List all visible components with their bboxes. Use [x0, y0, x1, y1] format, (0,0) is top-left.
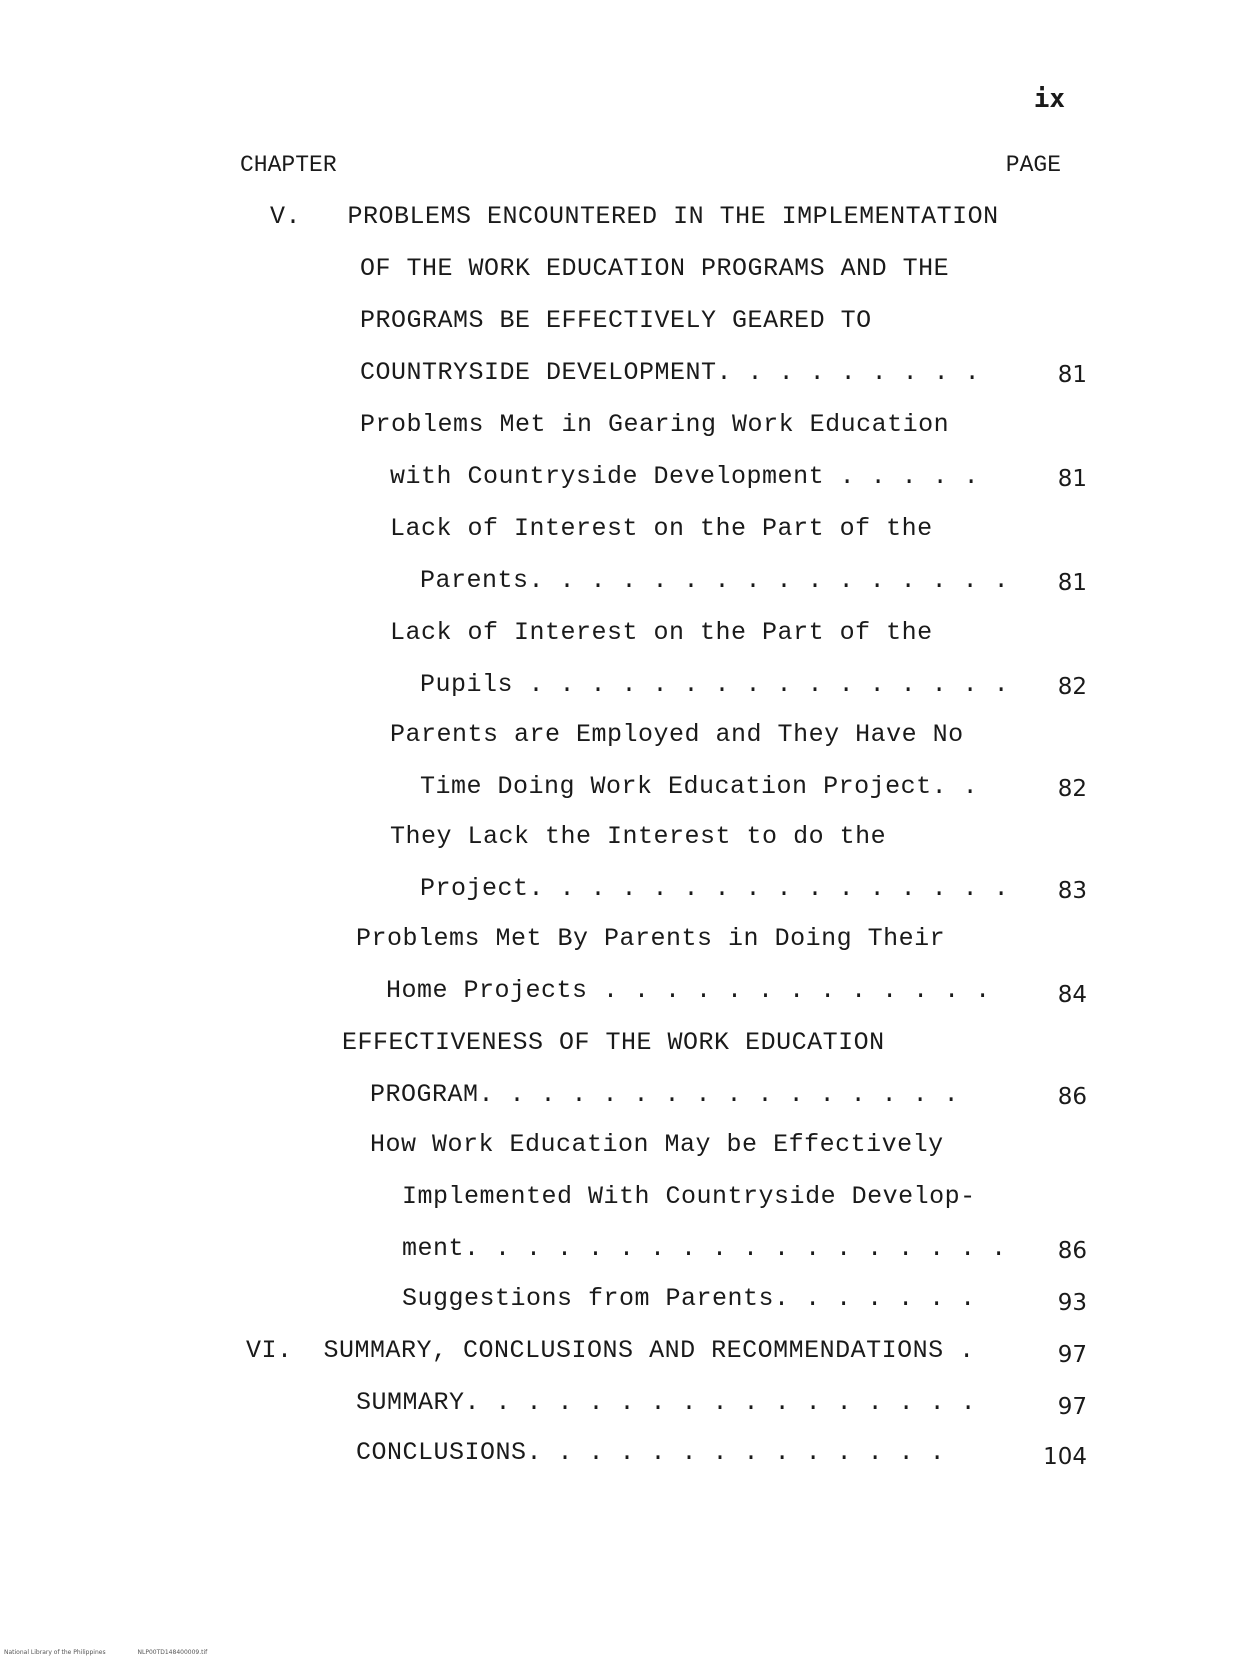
toc-entry: COUNTRYSIDE DEVELOPMENT. . . . . . . . .	[360, 358, 981, 387]
page-column-header: PAGE	[1005, 152, 1061, 178]
toc-entry: Implemented With Countryside Develop-	[402, 1182, 976, 1211]
toc-entry: Lack of Interest on the Part of the	[390, 514, 933, 543]
toc-entry: Home Projects . . . . . . . . . . . . .	[386, 976, 991, 1005]
toc-page-number: 82	[1057, 674, 1087, 700]
toc-page-number: 81	[1057, 362, 1087, 388]
toc-page-number: 97	[1057, 1342, 1087, 1368]
scan-footer	[4, 1649, 237, 1656]
toc-page-number: 84	[1057, 982, 1087, 1008]
toc-entry: Parents are Employed and They Have No	[390, 720, 964, 749]
toc-entry: Pupils . . . . . . . . . . . . . . . .	[420, 670, 1010, 699]
toc-entry: Project. . . . . . . . . . . . . . . .	[420, 874, 1010, 903]
toc-entry: Time Doing Work Education Project. .	[420, 772, 979, 801]
chapter-column-header: CHAPTER	[240, 152, 337, 178]
toc-entry: SUMMARY. . . . . . . . . . . . . . . . .	[356, 1388, 977, 1417]
toc-entry: OF THE WORK EDUCATION PROGRAMS AND THE	[360, 254, 950, 283]
toc-page-number: 93	[1057, 1290, 1087, 1316]
toc-entry: Parents. . . . . . . . . . . . . . . .	[420, 566, 1010, 595]
toc-entry: with Countryside Development . . . . .	[390, 462, 980, 491]
toc-entry: EFFECTIVENESS OF THE WORK EDUCATION	[342, 1028, 885, 1057]
toc-entry: They Lack the Interest to do the	[390, 822, 887, 851]
toc-page-number: 86	[1057, 1084, 1087, 1110]
toc-entry: ment. . . . . . . . . . . . . . . . . .	[402, 1234, 1007, 1263]
toc-entry: Lack of Interest on the Part of the	[390, 618, 933, 647]
toc-entry: CONCLUSIONS. . . . . . . . . . . . . .	[356, 1438, 946, 1467]
footer-file: NLP00TD148400009.tif	[137, 1649, 208, 1656]
toc-entry: PROGRAM. . . . . . . . . . . . . . . .	[370, 1080, 960, 1109]
toc-entry: How Work Education May be Effectively	[370, 1130, 944, 1159]
toc-page-number: 104	[1043, 1444, 1087, 1470]
page-number: ix	[1033, 84, 1065, 114]
toc-page-number: 97	[1057, 1394, 1087, 1420]
toc-page-number: 86	[1057, 1238, 1087, 1264]
footer-library: National Library of the Philippines	[4, 1649, 106, 1656]
toc-entry-chapter-vi: VI. SUMMARY, CONCLUSIONS AND RECOMMENDATIONS .	[246, 1336, 975, 1365]
toc-entry: Suggestions from Parents. . . . . . .	[402, 1284, 976, 1313]
toc-page-number: 81	[1057, 570, 1087, 596]
toc-page-number: 82	[1057, 776, 1087, 802]
toc-entry: PROGRAMS BE EFFECTIVELY GEARED TO	[360, 306, 872, 335]
toc-page-number: 81	[1057, 466, 1087, 492]
toc-entry-chapter-v: V. PROBLEMS ENCOUNTERED IN THE IMPLEMENTATION	[270, 202, 999, 231]
toc-entry: Problems Met By Parents in Doing Their	[356, 924, 946, 953]
toc-page-number: 83	[1057, 878, 1087, 904]
toc-entry: Problems Met in Gearing Work Education	[360, 410, 950, 439]
